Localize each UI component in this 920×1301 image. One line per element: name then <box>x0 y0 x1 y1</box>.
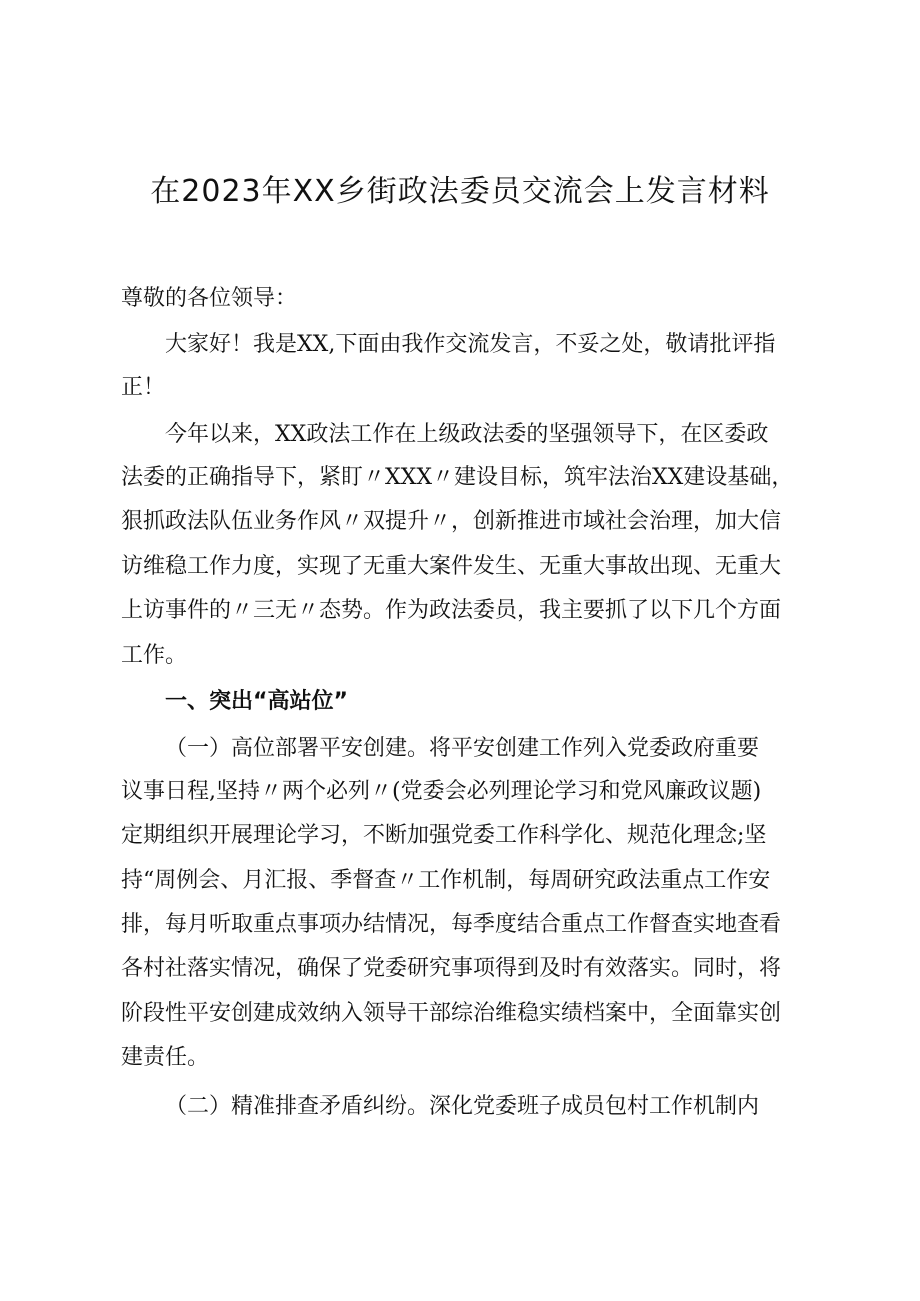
overview-line-2: 法委的正确指导下，紧盯〃XXX〃建设目标，筑牢法治XX建设基础， <box>121 465 794 490</box>
section1-item1-line-8: 建责任。 <box>121 1045 210 1070</box>
intro-line-1: 大家好！我是XX,下面由我作交流发言，不妥之处，敬请批评指 <box>165 332 776 357</box>
section1-item1-line-4: 持“周例会、月汇报、季督查〃工作机制，每周研究政法重点工作安 <box>121 868 771 893</box>
document-title: 在2023年XX乡街政法委员交流会上发言材料 <box>150 174 770 209</box>
intro-line-2: 正！ <box>121 375 166 400</box>
section1-item1-line-6: 各村社落实情况，确保了党委研究事项得到及时有效落实。同时，将 <box>121 956 782 981</box>
section1-item1-line-2: 议事日程,坚持〃两个必列〃(党委会必列理论学习和党风廉政议题) <box>121 779 762 804</box>
overview-line-6: 工作。 <box>121 643 188 668</box>
overview-line-1: 今年以来，XX政法工作在上级政法委的坚强领导下，在区委政 <box>165 422 769 447</box>
section1-item1-line-3: 定期组织开展理论学习，不断加强党委工作科学化、规范化理念;坚 <box>121 823 767 848</box>
overview-line-3: 狠抓政法队伍业务作风〃双提升〃，创新推进市域社会治理，加大信 <box>121 509 782 534</box>
overview-line-4: 访维稳工作力度，实现了无重大案件发生、无重大事故出现、无重大 <box>121 554 782 579</box>
salutation: 尊敬的各位领导： <box>121 286 298 311</box>
section1-item1-line-7: 阶段性平安创建成效纳入领导干部综治维稳实绩档案中，全面靠实创 <box>121 1001 782 1026</box>
section1-heading: 一、突出“高站位” <box>165 689 348 714</box>
section1-item1-line-5: 排，每月听取重点事项办结情况，每季度结合重点工作督查实地查看 <box>121 912 782 937</box>
section1-item1-line-1: （一）高位部署平安创建。将平安创建工作列入党委政府重要 <box>165 736 760 761</box>
overview-line-5: 上访事件的〃三无〃态势。作为政法委员，我主要抓了以下几个方面 <box>121 598 782 623</box>
section1-item2-line-1: （二）精准排查矛盾纠纷。深化党委班子成员包村工作机制内 <box>165 1094 760 1119</box>
